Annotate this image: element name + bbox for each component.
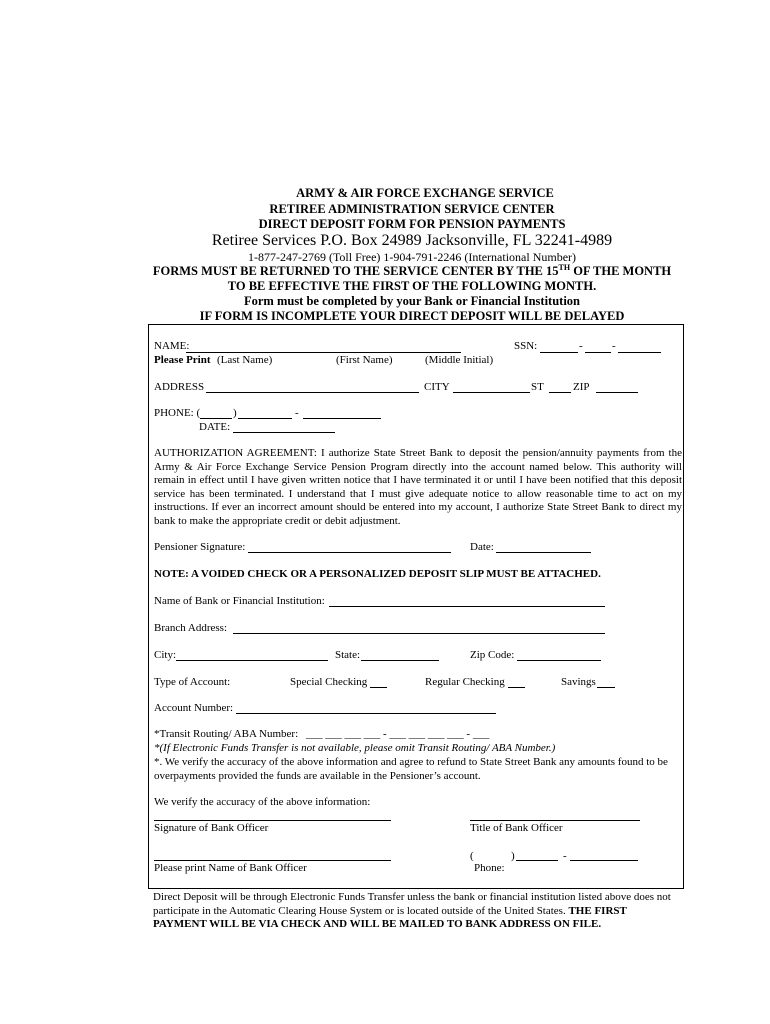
special-checking-checkbox[interactable]: [370, 687, 387, 688]
signature-date-label: Date:: [470, 541, 494, 553]
account-number-label: Account Number:: [154, 702, 234, 714]
bank-name-label: Name of Bank or Financial Institution:: [154, 595, 325, 607]
officer-phone-number-field[interactable]: [570, 860, 638, 861]
state-abbrev-label: ST: [531, 381, 544, 393]
branch-address-label: Branch Address:: [154, 622, 228, 634]
bank-zip-label: Zip Code:: [470, 649, 515, 661]
city-field[interactable]: [453, 392, 530, 393]
bank-city-field[interactable]: [176, 660, 328, 661]
regular-checking-checkbox[interactable]: [508, 687, 525, 688]
phone-prefix-field[interactable]: [238, 418, 292, 419]
branch-address-field[interactable]: [233, 633, 605, 634]
officer-phone-prefix-field[interactable]: [516, 860, 558, 861]
bank-completion-line: Form must be completed by your Bank or Financial Institution: [243, 294, 581, 308]
officer-name-label: Please print Name of Bank Officer: [154, 862, 307, 874]
regular-checking-option: Regular Checking: [425, 676, 505, 688]
date-label: DATE:: [199, 421, 231, 433]
officer-name-field[interactable]: [154, 860, 391, 861]
phone-line: 1-877-247-2769 (Toll Free) 1-904-791-2246 (International Number): [247, 250, 577, 264]
signature-date-field[interactable]: [496, 552, 591, 553]
authorization-agreement: AUTHORIZATION AGREEMENT: I authorize State Street Bank to deposit the pension/annuity payments from the Army & Air Force Exchange Service Pension Program directly into the account named below. This authority will remain in effect until I have given written notice that I have terminated it or until I have been notified that this deposit service has been terminated. I understand that I must give adequate notice to allow reasonable time to act on my instructions. If ever an incorrect amount should be entered into my account, I authorize State Street Bank to direct my bank to make the appropriate credit or debit adjustment.: [154, 447, 682, 527]
voided-check-note: NOTE: A VOIDED CHECK OR A PERSONALIZED DEPOSIT SLIP MUST BE ATTACHED.: [154, 568, 601, 580]
center-title: RETIREE ADMINISTRATION SERVICE CENTER: [269, 202, 555, 216]
zip-label: ZIP: [573, 381, 590, 393]
effective-line: TO BE EFFECTIVE THE FIRST OF THE FOLLOWING MONTH.: [227, 279, 597, 293]
transit-routing-note: *(If Electronic Funds Transfer is not available, please omit Transit Routing/ ABA Number.): [154, 742, 556, 754]
transit-routing-field[interactable]: ___ ___ ___ ___ - ___ ___ ___ ___ - ___: [306, 728, 490, 740]
state-field[interactable]: [549, 392, 571, 393]
form-title: DIRECT DEPOSIT FORM FOR PENSION PAYMENTS: [258, 217, 566, 231]
bank-zip-field[interactable]: [517, 660, 601, 661]
name-label: NAME:: [154, 340, 190, 352]
special-checking-option: Special Checking: [290, 676, 368, 688]
bank-state-label: State:: [335, 649, 361, 661]
officer-title-field[interactable]: [470, 820, 640, 821]
phone-label: PHONE: (: [154, 407, 201, 419]
zip-field[interactable]: [596, 392, 638, 393]
please-print-label: Please Print: [154, 354, 211, 366]
savings-checkbox[interactable]: [597, 687, 615, 688]
phone-number-field[interactable]: [303, 418, 381, 419]
refund-agreement: *. We verify the accuracy of the above information and agree to refund to State Street Bank any amounts found to be overpayments provided the funds are available in the Pensioner’s account.: [154, 756, 668, 782]
ssn-field-3[interactable]: [618, 352, 661, 353]
city-label: CITY: [424, 381, 450, 393]
ssn-separator: -: [612, 340, 616, 352]
agency-title: ARMY & AIR FORCE EXCHANGE SERVICE: [296, 186, 554, 200]
officer-phone-dash: -: [563, 850, 567, 862]
address-field[interactable]: [206, 392, 419, 393]
officer-signature-label: Signature of Bank Officer: [154, 822, 269, 834]
officer-phone-paren: ): [511, 850, 515, 862]
deadline-line: FORMS MUST BE RETURNED TO THE SERVICE CENTER BY THE 15TH OF THE MONTH: [152, 262, 672, 278]
ssn-field-1[interactable]: [540, 352, 578, 353]
middle-initial-label: (Middle Initial): [425, 354, 494, 366]
verify-accuracy-label: We verify the accuracy of the above information:: [154, 796, 371, 808]
bank-city-label: City:: [154, 649, 177, 661]
transit-routing-label: *Transit Routing/ ABA Number:: [154, 728, 299, 740]
officer-phone-paren: (: [470, 850, 474, 862]
last-name-label: (Last Name): [217, 354, 273, 366]
pensioner-signature-field[interactable]: [248, 552, 451, 553]
address-label: ADDRESS: [154, 381, 205, 393]
date-field[interactable]: [233, 432, 335, 433]
bank-name-field[interactable]: [329, 606, 605, 607]
officer-signature-field[interactable]: [154, 820, 391, 821]
footer-notice: Direct Deposit will be through Electronic Funds Transfer unless the bank or financial institution listed above does not participate in the Automatic Clearing House System or is located outside of the United States. THE FIRST PAYMENT WILL BE VIA CHECK AND WILL BE MAILED TO BANK ADDRESS ON FILE.: [153, 891, 671, 930]
officer-phone-label: Phone:: [474, 862, 505, 874]
incomplete-warning: IF FORM IS INCOMPLETE YOUR DIRECT DEPOSIT WILL BE DELAYED: [199, 309, 625, 323]
phone-dash: -: [295, 407, 299, 419]
name-field[interactable]: [186, 352, 461, 353]
address-line: Retiree Services P.O. Box 24989 Jacksonville, FL 32241-4989: [211, 232, 613, 249]
ssn-field-2[interactable]: [585, 352, 611, 353]
officer-title-label: Title of Bank Officer: [470, 822, 563, 834]
account-type-label: Type of Account:: [154, 676, 231, 688]
phone-area-code-field[interactable]: [200, 418, 232, 419]
savings-option: Savings: [561, 676, 596, 688]
first-name-label: (First Name): [336, 354, 393, 366]
ssn-separator: -: [579, 340, 583, 352]
account-number-field[interactable]: [236, 713, 496, 714]
pensioner-signature-label: Pensioner Signature:: [154, 541, 246, 553]
bank-state-field[interactable]: [361, 660, 439, 661]
phone-paren: ): [233, 407, 237, 419]
ssn-label: SSN:: [514, 340, 538, 352]
